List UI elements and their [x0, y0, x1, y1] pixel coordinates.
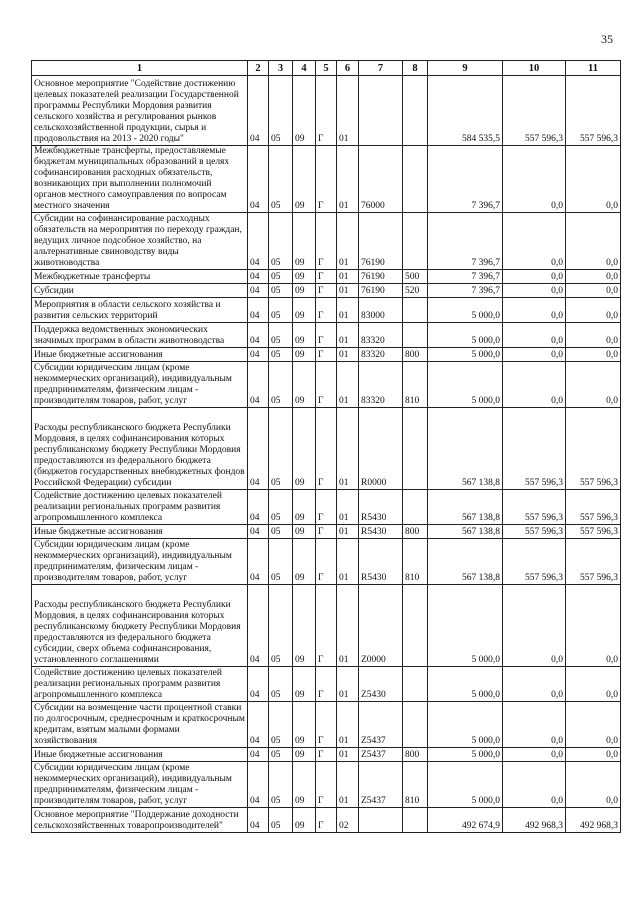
code-cell-col-6: 01	[337, 762, 359, 808]
column-header-3: 3	[269, 61, 293, 76]
code-cell-col-2: 04	[248, 539, 269, 585]
code-cell-col-7: 83320	[359, 323, 403, 348]
table-row	[32, 539, 621, 585]
code-cell-col-2: 04	[248, 323, 269, 348]
code-cell-col-4: 09	[293, 525, 316, 539]
code-cell-col-2: 04	[248, 76, 269, 146]
amount-cell-col-9: 584 535,5	[428, 76, 503, 146]
amount-cell-col-11: 0,0	[566, 213, 621, 270]
row-description: Содействие достижению целевых показателей реализации региональных программ развития агропромышленного комплекса	[32, 667, 248, 702]
code-cell-col-8	[403, 702, 428, 748]
code-cell-col-6: 01	[337, 323, 359, 348]
code-cell-col-4: 09	[293, 284, 316, 298]
code-cell-col-3: 05	[269, 667, 293, 702]
table-row	[32, 270, 621, 284]
amount-cell-col-10: 0,0	[503, 585, 566, 667]
code-cell-col-6: 01	[337, 348, 359, 362]
code-cell-col-4: 09	[293, 808, 316, 833]
code-cell-col-5: Г	[316, 213, 337, 270]
column-header-8: 8	[403, 61, 428, 76]
code-cell-col-8: 810	[403, 762, 428, 808]
code-cell-col-4: 09	[293, 146, 316, 213]
code-cell-col-8	[403, 667, 428, 702]
code-cell-col-6: 02	[337, 808, 359, 833]
amount-cell-col-9: 567 138,8	[428, 490, 503, 525]
table-row	[32, 667, 621, 702]
amount-cell-col-9: 5 000,0	[428, 667, 503, 702]
code-cell-col-7: Z5437	[359, 762, 403, 808]
code-cell-col-6: 01	[337, 213, 359, 270]
table-row	[32, 362, 621, 408]
code-cell-col-7: R0000	[359, 408, 403, 490]
code-cell-col-2: 04	[248, 490, 269, 525]
code-cell-col-6: 01	[337, 146, 359, 213]
code-cell-col-7: 76190	[359, 213, 403, 270]
code-cell-col-3: 05	[269, 748, 293, 762]
amount-cell-col-10: 557 596,3	[503, 525, 566, 539]
code-cell-col-5: Г	[316, 748, 337, 762]
header-row	[32, 61, 621, 76]
code-cell-col-2: 04	[248, 702, 269, 748]
code-cell-col-2: 04	[248, 408, 269, 490]
code-cell-col-5: Г	[316, 76, 337, 146]
page-number: 35	[601, 32, 613, 46]
code-cell-col-3: 05	[269, 362, 293, 408]
code-cell-col-6: 01	[337, 539, 359, 585]
row-description: Иные бюджетные ассигнования	[32, 748, 248, 762]
amount-cell-col-11: 492 968,3	[566, 808, 621, 833]
code-cell-col-5: Г	[316, 539, 337, 585]
code-cell-col-5: Г	[316, 270, 337, 284]
amount-cell-col-9: 7 396,7	[428, 146, 503, 213]
code-cell-col-5: Г	[316, 362, 337, 408]
code-cell-col-6: 01	[337, 298, 359, 323]
code-cell-col-8	[403, 146, 428, 213]
code-cell-col-4: 09	[293, 76, 316, 146]
amount-cell-col-11: 0,0	[566, 284, 621, 298]
amount-cell-col-10: 492 968,3	[503, 808, 566, 833]
code-cell-col-7: 83320	[359, 362, 403, 408]
code-cell-col-7: R5430	[359, 525, 403, 539]
code-cell-col-6: 01	[337, 76, 359, 146]
amount-cell-col-10: 0,0	[503, 270, 566, 284]
code-cell-col-7: R5430	[359, 490, 403, 525]
code-cell-col-3: 05	[269, 323, 293, 348]
code-cell-col-5: Г	[316, 667, 337, 702]
code-cell-col-2: 04	[248, 525, 269, 539]
code-cell-col-7: R5430	[359, 539, 403, 585]
amount-cell-col-9: 7 396,7	[428, 270, 503, 284]
code-cell-col-3: 05	[269, 76, 293, 146]
amount-cell-col-9: 5 000,0	[428, 748, 503, 762]
table-row	[32, 748, 621, 762]
amount-cell-col-10: 0,0	[503, 748, 566, 762]
amount-cell-col-11: 0,0	[566, 762, 621, 808]
table-row	[32, 298, 621, 323]
row-description: Расходы республиканского бюджета Республики Мордовия, в целях софинансирования которых республиканскому бюджету Республики Мордовия предоставляются из федерального бюджета субсидии, сверх объема софинансирования, установленного соглашениями	[32, 585, 248, 667]
amount-cell-col-11: 0,0	[566, 348, 621, 362]
code-cell-col-5: Г	[316, 702, 337, 748]
code-cell-col-5: Г	[316, 525, 337, 539]
table-row	[32, 213, 621, 270]
amount-cell-col-11: 0,0	[566, 298, 621, 323]
code-cell-col-7: 83320	[359, 348, 403, 362]
code-cell-col-6: 01	[337, 408, 359, 490]
table-row	[32, 808, 621, 833]
table-row	[32, 585, 621, 667]
table-row	[32, 490, 621, 525]
column-header-7: 7	[359, 61, 403, 76]
code-cell-col-8: 520	[403, 284, 428, 298]
code-cell-col-3: 05	[269, 525, 293, 539]
code-cell-col-8	[403, 585, 428, 667]
code-cell-col-7	[359, 808, 403, 833]
code-cell-col-4: 09	[293, 762, 316, 808]
table-row	[32, 76, 621, 146]
code-cell-col-4: 09	[293, 702, 316, 748]
code-cell-col-4: 09	[293, 408, 316, 490]
amount-cell-col-9: 5 000,0	[428, 298, 503, 323]
code-cell-col-3: 05	[269, 348, 293, 362]
code-cell-col-7: Z0000	[359, 585, 403, 667]
code-cell-col-7: Z5430	[359, 667, 403, 702]
amount-cell-col-11: 0,0	[566, 585, 621, 667]
code-cell-col-8: 800	[403, 748, 428, 762]
row-description: Основное мероприятие "Содействие достижению целевых показателей реализации Государственной программы Республики Мордовия развития сельского хозяйства и регулирования рынков сельскохозяйственной продукции, сырья и продовольствия на 2013 - 2020 годы"	[32, 76, 248, 146]
code-cell-col-7	[359, 76, 403, 146]
amount-cell-col-10: 557 596,3	[503, 490, 566, 525]
amount-cell-col-10: 557 596,3	[503, 408, 566, 490]
amount-cell-col-9: 5 000,0	[428, 323, 503, 348]
column-header-9: 9	[428, 61, 503, 76]
code-cell-col-3: 05	[269, 490, 293, 525]
amount-cell-col-9: 5 000,0	[428, 762, 503, 808]
budget-table	[31, 60, 621, 833]
amount-cell-col-10: 0,0	[503, 284, 566, 298]
code-cell-col-5: Г	[316, 585, 337, 667]
amount-cell-col-9: 567 138,8	[428, 525, 503, 539]
row-description: Субсидии на софинансирование расходных обязательств на мероприятия по переходу граждан, ведущих личное подсобное хозяйство, на альтернативные свиноводству виды животноводства	[32, 213, 248, 270]
code-cell-col-3: 05	[269, 408, 293, 490]
code-cell-col-6: 01	[337, 362, 359, 408]
column-header-11: 11	[566, 61, 621, 76]
column-header-10: 10	[503, 61, 566, 76]
code-cell-col-3: 05	[269, 270, 293, 284]
amount-cell-col-11: 557 596,3	[566, 525, 621, 539]
table-row	[32, 284, 621, 298]
row-description: Субсидии на возмещение части процентной ставки по долгосрочным, среднесрочным и краткосрочным кредитам, взятым малыми формами хозяйствования	[32, 702, 248, 748]
amount-cell-col-9: 5 000,0	[428, 348, 503, 362]
amount-cell-col-11: 0,0	[566, 270, 621, 284]
code-cell-col-4: 09	[293, 270, 316, 284]
code-cell-col-8	[403, 298, 428, 323]
code-cell-col-7: 76000	[359, 146, 403, 213]
table-row	[32, 323, 621, 348]
amount-cell-col-10: 557 596,3	[503, 76, 566, 146]
code-cell-col-6: 01	[337, 525, 359, 539]
code-cell-col-8: 500	[403, 270, 428, 284]
row-description: Межбюджетные трансферты	[32, 270, 248, 284]
code-cell-col-4: 09	[293, 348, 316, 362]
row-description: Расходы республиканского бюджета Республики Мордовия, в целях софинансирования которых республиканскому бюджету Республики Мордовия предоставляются из федерального бюджета (бюджетов государственных внебюджетных фондов Российской Федерации) субсидии	[32, 408, 248, 490]
table-row	[32, 146, 621, 213]
code-cell-col-6: 01	[337, 490, 359, 525]
amount-cell-col-11: 0,0	[566, 667, 621, 702]
code-cell-col-5: Г	[316, 408, 337, 490]
code-cell-col-5: Г	[316, 323, 337, 348]
code-cell-col-2: 04	[248, 808, 269, 833]
table-row	[32, 408, 621, 490]
code-cell-col-8: 810	[403, 539, 428, 585]
code-cell-col-3: 05	[269, 298, 293, 323]
amount-cell-col-11: 0,0	[566, 702, 621, 748]
code-cell-col-5: Г	[316, 490, 337, 525]
code-cell-col-5: Г	[316, 284, 337, 298]
code-cell-col-8	[403, 76, 428, 146]
code-cell-col-8: 810	[403, 362, 428, 408]
code-cell-col-2: 04	[248, 213, 269, 270]
code-cell-col-4: 09	[293, 667, 316, 702]
column-header-1: 1	[32, 61, 248, 76]
amount-cell-col-11: 557 596,3	[566, 539, 621, 585]
code-cell-col-8	[403, 213, 428, 270]
amount-cell-col-11: 557 596,3	[566, 490, 621, 525]
row-description: Субсидии юридическим лицам (кроме некоммерческих организаций), индивидуальным предпринимателям, физическим лицам - производителям товаров, работ, услуг	[32, 539, 248, 585]
code-cell-col-6: 01	[337, 270, 359, 284]
row-description: Иные бюджетные ассигнования	[32, 348, 248, 362]
row-description: Межбюджетные трансферты, предоставляемые бюджетам муниципальных образований в целях софинансирования расходных обязательств, возникающих при выполнении полномочий органов местного самоуправления по вопросам местного значения	[32, 146, 248, 213]
code-cell-col-5: Г	[316, 146, 337, 213]
amount-cell-col-11: 557 596,3	[566, 76, 621, 146]
code-cell-col-2: 04	[248, 762, 269, 808]
table-body	[32, 76, 621, 833]
amount-cell-col-10: 0,0	[503, 702, 566, 748]
code-cell-col-3: 05	[269, 539, 293, 585]
table-row	[32, 348, 621, 362]
code-cell-col-8	[403, 808, 428, 833]
amount-cell-col-10: 0,0	[503, 323, 566, 348]
code-cell-col-3: 05	[269, 808, 293, 833]
amount-cell-col-11: 0,0	[566, 362, 621, 408]
amount-cell-col-9: 5 000,0	[428, 585, 503, 667]
code-cell-col-8	[403, 323, 428, 348]
table-row	[32, 702, 621, 748]
code-cell-col-5: Г	[316, 808, 337, 833]
code-cell-col-8	[403, 490, 428, 525]
code-cell-col-3: 05	[269, 213, 293, 270]
column-header-6: 6	[337, 61, 359, 76]
code-cell-col-7: 83000	[359, 298, 403, 323]
code-cell-col-6: 01	[337, 585, 359, 667]
code-cell-col-6: 01	[337, 702, 359, 748]
code-cell-col-3: 05	[269, 702, 293, 748]
table-row	[32, 525, 621, 539]
code-cell-col-4: 09	[293, 748, 316, 762]
amount-cell-col-10: 0,0	[503, 667, 566, 702]
code-cell-col-4: 09	[293, 298, 316, 323]
amount-cell-col-9: 7 396,7	[428, 213, 503, 270]
code-cell-col-3: 05	[269, 585, 293, 667]
row-description: Иные бюджетные ассигнования	[32, 525, 248, 539]
amount-cell-col-11: 0,0	[566, 323, 621, 348]
row-description: Содействие достижению целевых показателей реализации региональных программ развития агропромышленного комплекса	[32, 490, 248, 525]
amount-cell-col-11: 0,0	[566, 748, 621, 762]
code-cell-col-5: Г	[316, 348, 337, 362]
amount-cell-col-11: 0,0	[566, 146, 621, 213]
amount-cell-col-9: 5 000,0	[428, 362, 503, 408]
row-description: Субсидии юридическим лицам (кроме некоммерческих организаций), индивидуальным предпринимателям, физическим лицам - производителям товаров, работ, услуг	[32, 362, 248, 408]
code-cell-col-4: 09	[293, 213, 316, 270]
code-cell-col-6: 01	[337, 748, 359, 762]
code-cell-col-4: 09	[293, 585, 316, 667]
code-cell-col-8: 800	[403, 525, 428, 539]
code-cell-col-2: 04	[248, 362, 269, 408]
code-cell-col-4: 09	[293, 323, 316, 348]
row-description: Субсидии	[32, 284, 248, 298]
amount-cell-col-10: 0,0	[503, 762, 566, 808]
code-cell-col-2: 04	[248, 284, 269, 298]
column-header-5: 5	[316, 61, 337, 76]
column-header-4: 4	[293, 61, 316, 76]
code-cell-col-2: 04	[248, 270, 269, 284]
amount-cell-col-10: 0,0	[503, 213, 566, 270]
code-cell-col-8: 800	[403, 348, 428, 362]
code-cell-col-8	[403, 408, 428, 490]
code-cell-col-7: Z5437	[359, 748, 403, 762]
code-cell-col-2: 04	[248, 585, 269, 667]
amount-cell-col-9: 7 396,7	[428, 284, 503, 298]
amount-cell-col-10: 0,0	[503, 146, 566, 213]
code-cell-col-7: Z5437	[359, 702, 403, 748]
code-cell-col-4: 09	[293, 490, 316, 525]
code-cell-col-6: 01	[337, 667, 359, 702]
code-cell-col-2: 04	[248, 146, 269, 213]
amount-cell-col-11: 557 596,3	[566, 408, 621, 490]
amount-cell-col-10: 0,0	[503, 298, 566, 323]
code-cell-col-3: 05	[269, 762, 293, 808]
amount-cell-col-9: 567 138,8	[428, 539, 503, 585]
column-header-2: 2	[248, 61, 269, 76]
code-cell-col-3: 05	[269, 284, 293, 298]
code-cell-col-2: 04	[248, 348, 269, 362]
amount-cell-col-9: 5 000,0	[428, 702, 503, 748]
code-cell-col-4: 09	[293, 539, 316, 585]
row-description: Поддержка ведомственных экономических значимых программ в области животноводства	[32, 323, 248, 348]
code-cell-col-2: 04	[248, 748, 269, 762]
amount-cell-col-10: 557 596,3	[503, 539, 566, 585]
code-cell-col-7: 76190	[359, 270, 403, 284]
row-description: Субсидии юридическим лицам (кроме некоммерческих организаций), индивидуальным предпринимателям, физическим лицам - производителям товаров, работ, услуг	[32, 762, 248, 808]
amount-cell-col-10: 0,0	[503, 362, 566, 408]
amount-cell-col-10: 0,0	[503, 348, 566, 362]
amount-cell-col-9: 567 138,8	[428, 408, 503, 490]
code-cell-col-2: 04	[248, 298, 269, 323]
code-cell-col-5: Г	[316, 762, 337, 808]
code-cell-col-2: 04	[248, 667, 269, 702]
row-description: Мероприятия в области сельского хозяйства и развития сельских территорий	[32, 298, 248, 323]
table-row	[32, 762, 621, 808]
code-cell-col-3: 05	[269, 146, 293, 213]
amount-cell-col-9: 492 674,9	[428, 808, 503, 833]
code-cell-col-7: 76190	[359, 284, 403, 298]
code-cell-col-6: 01	[337, 284, 359, 298]
code-cell-col-5: Г	[316, 298, 337, 323]
row-description: Основное мероприятие "Поддержание доходности сельскохозяйственных товаропроизводителей"	[32, 808, 248, 833]
code-cell-col-4: 09	[293, 362, 316, 408]
